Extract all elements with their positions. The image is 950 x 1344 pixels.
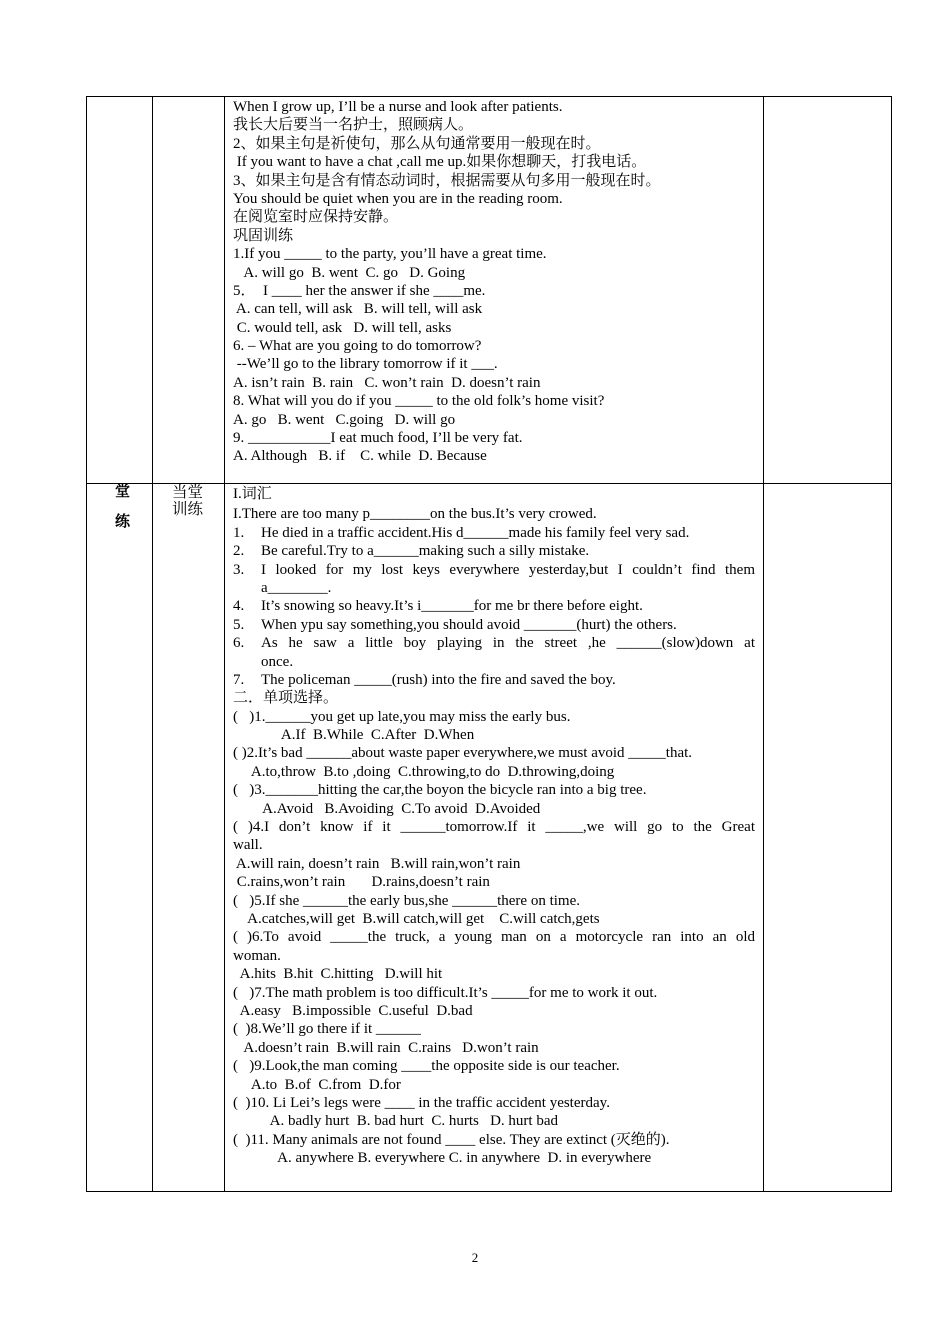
vocab-item-text: When ypu say something,you should avoid _______(hurt) the others. [261, 616, 677, 633]
choice-line: A.to,throw B.to ,doing C.throwing,to do D.throwing,doing [233, 763, 615, 780]
choice-line: A.Avoid B.Avoiding C.To avoid D.Avoided [233, 800, 541, 817]
side-label-a-line2: 练 [115, 514, 131, 530]
upper-line: 6. – What are you going to do tomorrow? [233, 338, 482, 355]
upper-line: 5． I ____ her the answer if she ____me. [233, 282, 486, 299]
vocab-item-number: 5. [233, 616, 245, 633]
upper-line: If you want to have a chat ,call me up.如果你想聊天，打我电话。 [233, 154, 647, 171]
choice-line: ( )8.We’ll go there if it ______ [233, 1021, 421, 1038]
vocab-item-number: 2. [233, 543, 245, 560]
upper-line: A. can tell, will ask B. will tell, will ask [233, 301, 483, 318]
vocab-item-number: 1. [233, 524, 245, 541]
choice-line: A.to B.of C.from D.for [233, 1076, 401, 1093]
vocab-list [233, 524, 755, 690]
choice-line: woman. [233, 947, 281, 964]
vocab-item-number: 3. [233, 561, 245, 578]
choice-line: A. anywhere B. everywhere C. in anywhere D. in everywhere [233, 1150, 652, 1167]
choice-line: ( )6.To avoid _____the truck, a young man on a motorcycle ran into an old [233, 929, 755, 946]
column-divider-2 [224, 97, 225, 1191]
vocab-item-continuation: a________. [261, 579, 332, 596]
choice-line: ( )4.I don’t know if it ______tomorrow.If it _____,we will go to the Great [233, 819, 755, 836]
section-heading-vocab: I.词汇 [233, 486, 272, 502]
choice-line: wall. [233, 837, 263, 854]
upper-line: 3、如果主句是含有情态动词时，根据需要从句多用一般现在时。 [233, 172, 661, 189]
choice-line: ( )9.Look,the man coming ____the opposite side is our teacher. [233, 1058, 620, 1075]
vocab-item-text: As he saw a little boy playing in the street ,he ______(slow)down at [261, 635, 755, 652]
upper-line: A. isn’t rain B. rain C. won’t rain D. doesn’t rain [233, 374, 541, 391]
choice-list [233, 708, 755, 1168]
lesson-table [86, 96, 892, 1192]
upper-line: --We’ll go to the library tomorrow if it ___. [233, 356, 498, 373]
choice-line: A. badly hurt B. bad hurt C. hurts D. hurt bad [233, 1113, 558, 1130]
choice-line: C.rains,won’t rain D.rains,doesn’t rain [233, 874, 490, 891]
choice-line: ( )10. Li Lei’s legs were ____ in the traffic accident yesterday. [233, 1094, 610, 1111]
section-heading-choice: 二．单项选择。 [233, 690, 339, 707]
upper-line: 在阅览室时应保持安静。 [233, 209, 399, 226]
choice-line: ( )3._______hitting the car,the boyon the bicycle ran into a big tree. [233, 782, 647, 799]
vocab-item-text: I looked for my lost keys everywhere yesterday,but I couldn’t find them [261, 561, 755, 578]
side-label-b: 当堂训练 [172, 484, 204, 518]
vocab-item-text: He died in a traffic accident.His d______made his family feel very sad. [261, 524, 690, 541]
vocab-item-text: Be careful.Try to a______making such a silly mistake. [261, 543, 590, 560]
upper-line: When I grow up, I’ll be a nurse and look after patients. [233, 99, 563, 115]
vocab-item-text: It’s snowing so heavy.It’s i_______for me br there before eight. [261, 598, 643, 615]
vocab-item-number: 4. [233, 598, 245, 615]
vocab-intro: I.There are too many p________on the bus.It’s very crowed. [233, 506, 597, 523]
vocab-item [233, 671, 755, 689]
vocab-item [233, 524, 755, 542]
side-label-a [115, 483, 155, 535]
vocab-item-text: The policeman _____(rush) into the fire and saved the boy. [261, 671, 616, 688]
upper-line: C. would tell, ask D. will tell, asks [233, 319, 452, 336]
side-label-a-line1: 堂 [115, 484, 131, 500]
vocab-item-number: 6. [233, 635, 245, 652]
vocab-item [233, 616, 755, 634]
choice-line: A.hits B.hit C.hitting D.will hit [233, 966, 443, 983]
choice-line: ( )7.The math problem is too difficult.It’s _____for me to work it out. [233, 984, 658, 1001]
upper-line: A. will go B. went C. go D. Going [233, 264, 466, 281]
vocab-item [233, 561, 755, 579]
lower-content-cell [233, 485, 755, 1167]
choice-line: ( )2.It’s bad ______about waste paper everywhere,we must avoid _____that. [233, 745, 693, 762]
vocab-item [233, 542, 755, 560]
vocab-item [233, 634, 755, 652]
choice-line: ( )1.______you get up late,you may miss the early bus. [233, 708, 571, 725]
upper-line: 我长大后要当一名护士，照顾病人。 [233, 117, 474, 134]
upper-line: 巩固训练 [233, 227, 294, 244]
choice-line: A.doesn’t rain B.will rain C.rains D.won’t rain [233, 1039, 539, 1056]
upper-line: 9. ___________I eat much food, I’ll be very fat. [233, 430, 523, 447]
page-number: 2 [471, 1250, 479, 1265]
upper-line: 8. What will you do if you _____ to the old folk’s home visit? [233, 393, 605, 410]
upper-content-cell [233, 98, 758, 466]
choice-line: ( )5.If she ______the early bus,she ______there on time. [233, 892, 580, 909]
vocab-item-number: 7. [233, 671, 245, 688]
upper-line: A. Although B. if C. while D. Because [233, 448, 487, 465]
choice-line: A.catches,will get B.will catch,will get C.will catch,gets [233, 910, 600, 927]
column-divider-1 [152, 97, 153, 1191]
upper-line: 2、如果主句是祈使句，那么从句通常要用一般现在时。 [233, 135, 601, 152]
choice-line: A.easy B.impossible C.useful D.bad [233, 1002, 473, 1019]
upper-line: A. go B. went C.going D. will go [233, 411, 456, 428]
vocab-item [233, 597, 755, 615]
choice-line: ( )11. Many animals are not found ____ else. They are extinct (灭绝的). [233, 1131, 670, 1148]
upper-line: You should be quiet when you are in the reading room. [233, 190, 563, 207]
choice-line: A.will rain, doesn’t rain B.will rain,won’t rain [233, 855, 521, 872]
choice-line: A.If B.While C.After D.When [233, 727, 475, 744]
column-divider-3 [763, 97, 764, 1191]
upper-line: 1.If you _____ to the party, you’ll have a great time. [233, 246, 547, 263]
vocab-item-continuation: once. [261, 653, 294, 670]
